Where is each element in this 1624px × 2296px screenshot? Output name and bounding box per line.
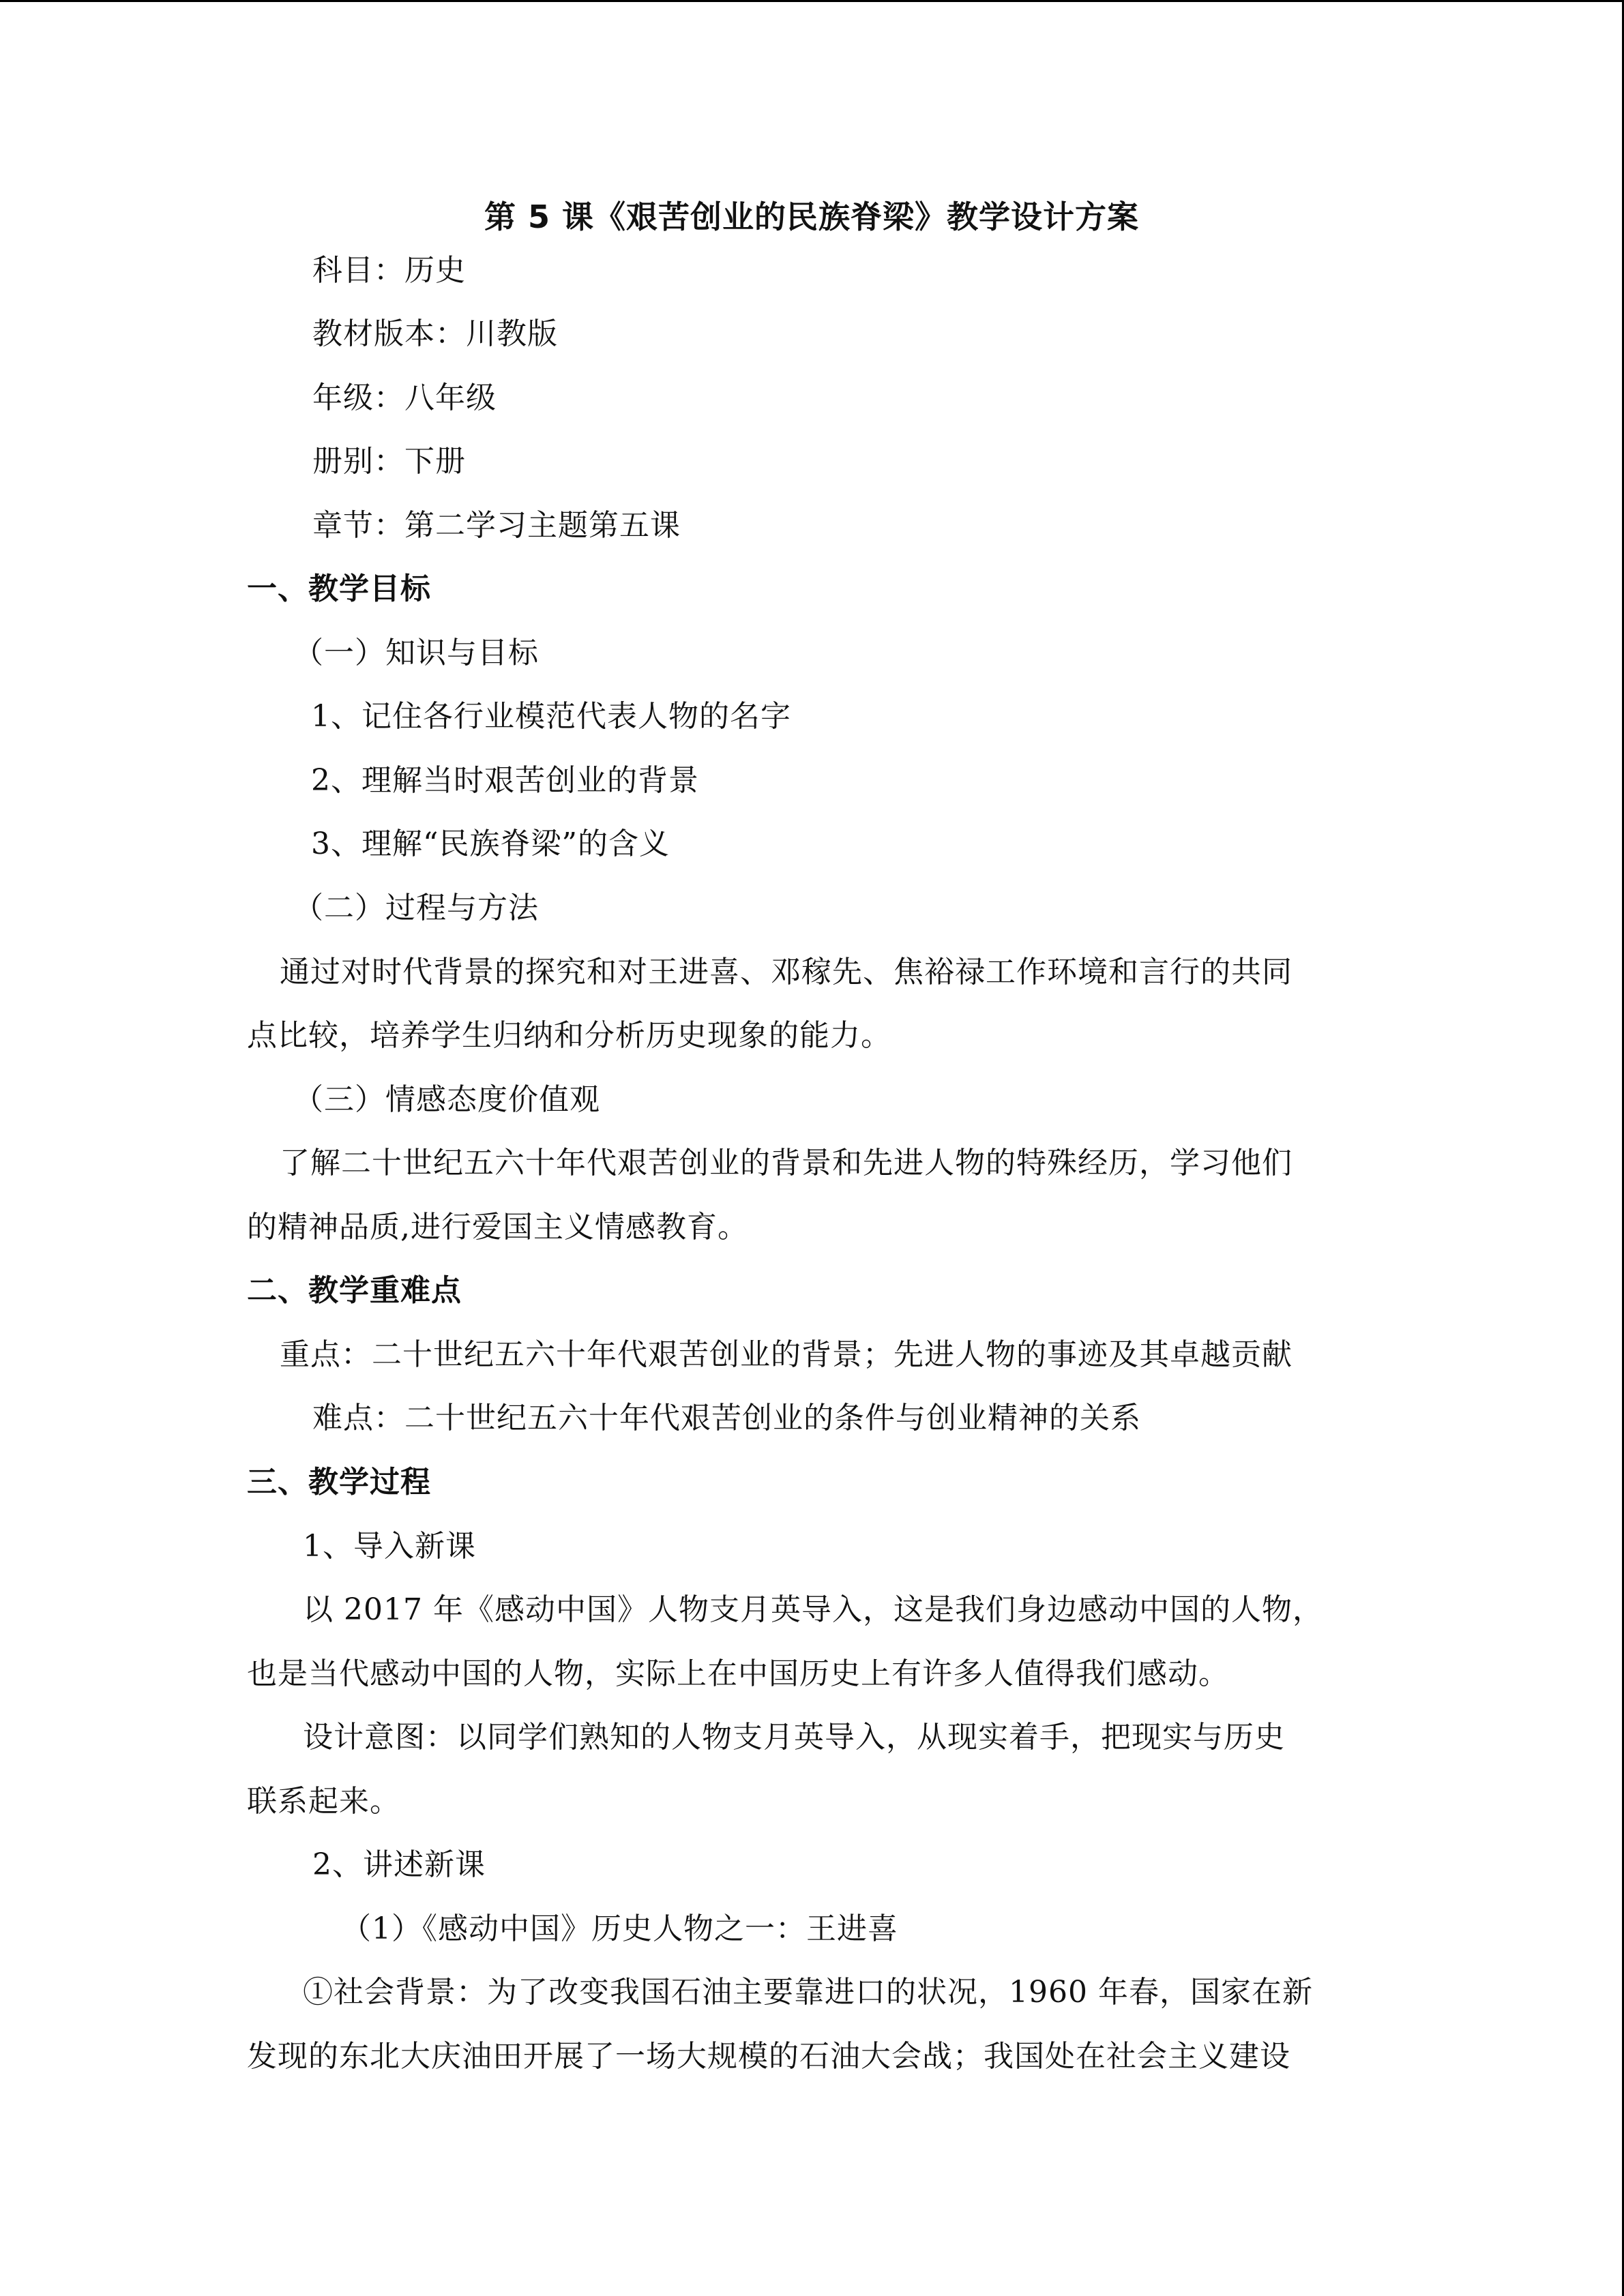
objective-item-3: 3、理解“民族脊梁”的含义 xyxy=(311,826,670,861)
objective-item-1: 1、记住各行业模范代表人物的名字 xyxy=(311,699,791,734)
background-paragraph-line-2: 发现的东北大庆油田开展了一场大规模的石油大会战；我国处在社会主义建设 xyxy=(247,2039,1290,2074)
meta-subject: 科目：历史 xyxy=(312,253,466,288)
objective-item-2: 2、理解当时艰苦创业的背景 xyxy=(311,763,699,798)
section-heading-key-points: 二、教学重难点 xyxy=(247,1273,462,1308)
meta-grade: 年级：八年级 xyxy=(312,381,497,415)
section-heading-objectives: 一、教学目标 xyxy=(247,571,431,606)
meta-volume: 册别：下册 xyxy=(312,444,466,479)
subheading-process-method: （二）过程与方法 xyxy=(293,891,539,925)
method-paragraph-line-1: 通过对时代背景的探究和对王进喜、邓稼先、焦裕禄工作环境和言行的共同 xyxy=(280,955,1293,989)
intent-paragraph-line-2: 联系起来。 xyxy=(247,1784,400,1819)
intent-paragraph-line-1: 设计意图：以同学们熟知的人物支月英导入，从现实着手，把现实与历史 xyxy=(303,1720,1285,1755)
subheading-knowledge: （一）知识与目标 xyxy=(293,636,539,670)
intro-paragraph-line-2: 也是当代感动中国的人物，实际上在中国历史上有许多人值得我们感动。 xyxy=(247,1656,1229,1691)
key-point-text: 重点：二十世纪五六十年代艰苦创业的背景；先进人物的事迹及其卓越贡献 xyxy=(280,1337,1293,1372)
subheading-values: （三）情感态度价值观 xyxy=(293,1082,600,1117)
meta-chapter: 章节：第二学习主题第五课 xyxy=(312,508,681,543)
background-paragraph-line-1: ①社会背景：为了改变我国石油主要靠进口的状况，1960 年春，国家在新 xyxy=(303,1975,1313,2010)
section-heading-process: 三、教学过程 xyxy=(247,1465,431,1500)
values-paragraph-line-1: 了解二十世纪五六十年代艰苦创业的背景和先进人物的特殊经历，学习他们 xyxy=(280,1146,1293,1180)
difficulty-text: 难点：二十世纪五六十年代艰苦创业的条件与创业精神的关系 xyxy=(312,1401,1141,1435)
step-new-lesson-heading: 2、讲述新课 xyxy=(312,1847,486,1882)
page-border-top xyxy=(0,0,1624,2)
step-intro-heading: 1、导入新课 xyxy=(303,1529,476,1564)
person-wang-jinxi-heading: （1）《感动中国》历史人物之一：王进喜 xyxy=(341,1911,898,1946)
values-paragraph-line-2: 的精神品质,进行爱国主义情感教育。 xyxy=(247,1210,748,1244)
meta-edition: 教材版本：川教版 xyxy=(312,316,558,351)
intro-paragraph-line-1: 以 2017 年《感动中国》人物支月英导入，这是我们身边感动中国的人物， xyxy=(303,1592,1323,1627)
method-paragraph-line-2: 点比较，培养学生归纳和分析历史现象的能力。 xyxy=(247,1018,891,1053)
document-title: 第 5 课《艰苦创业的民族脊梁》教学设计方案 xyxy=(484,198,1140,235)
